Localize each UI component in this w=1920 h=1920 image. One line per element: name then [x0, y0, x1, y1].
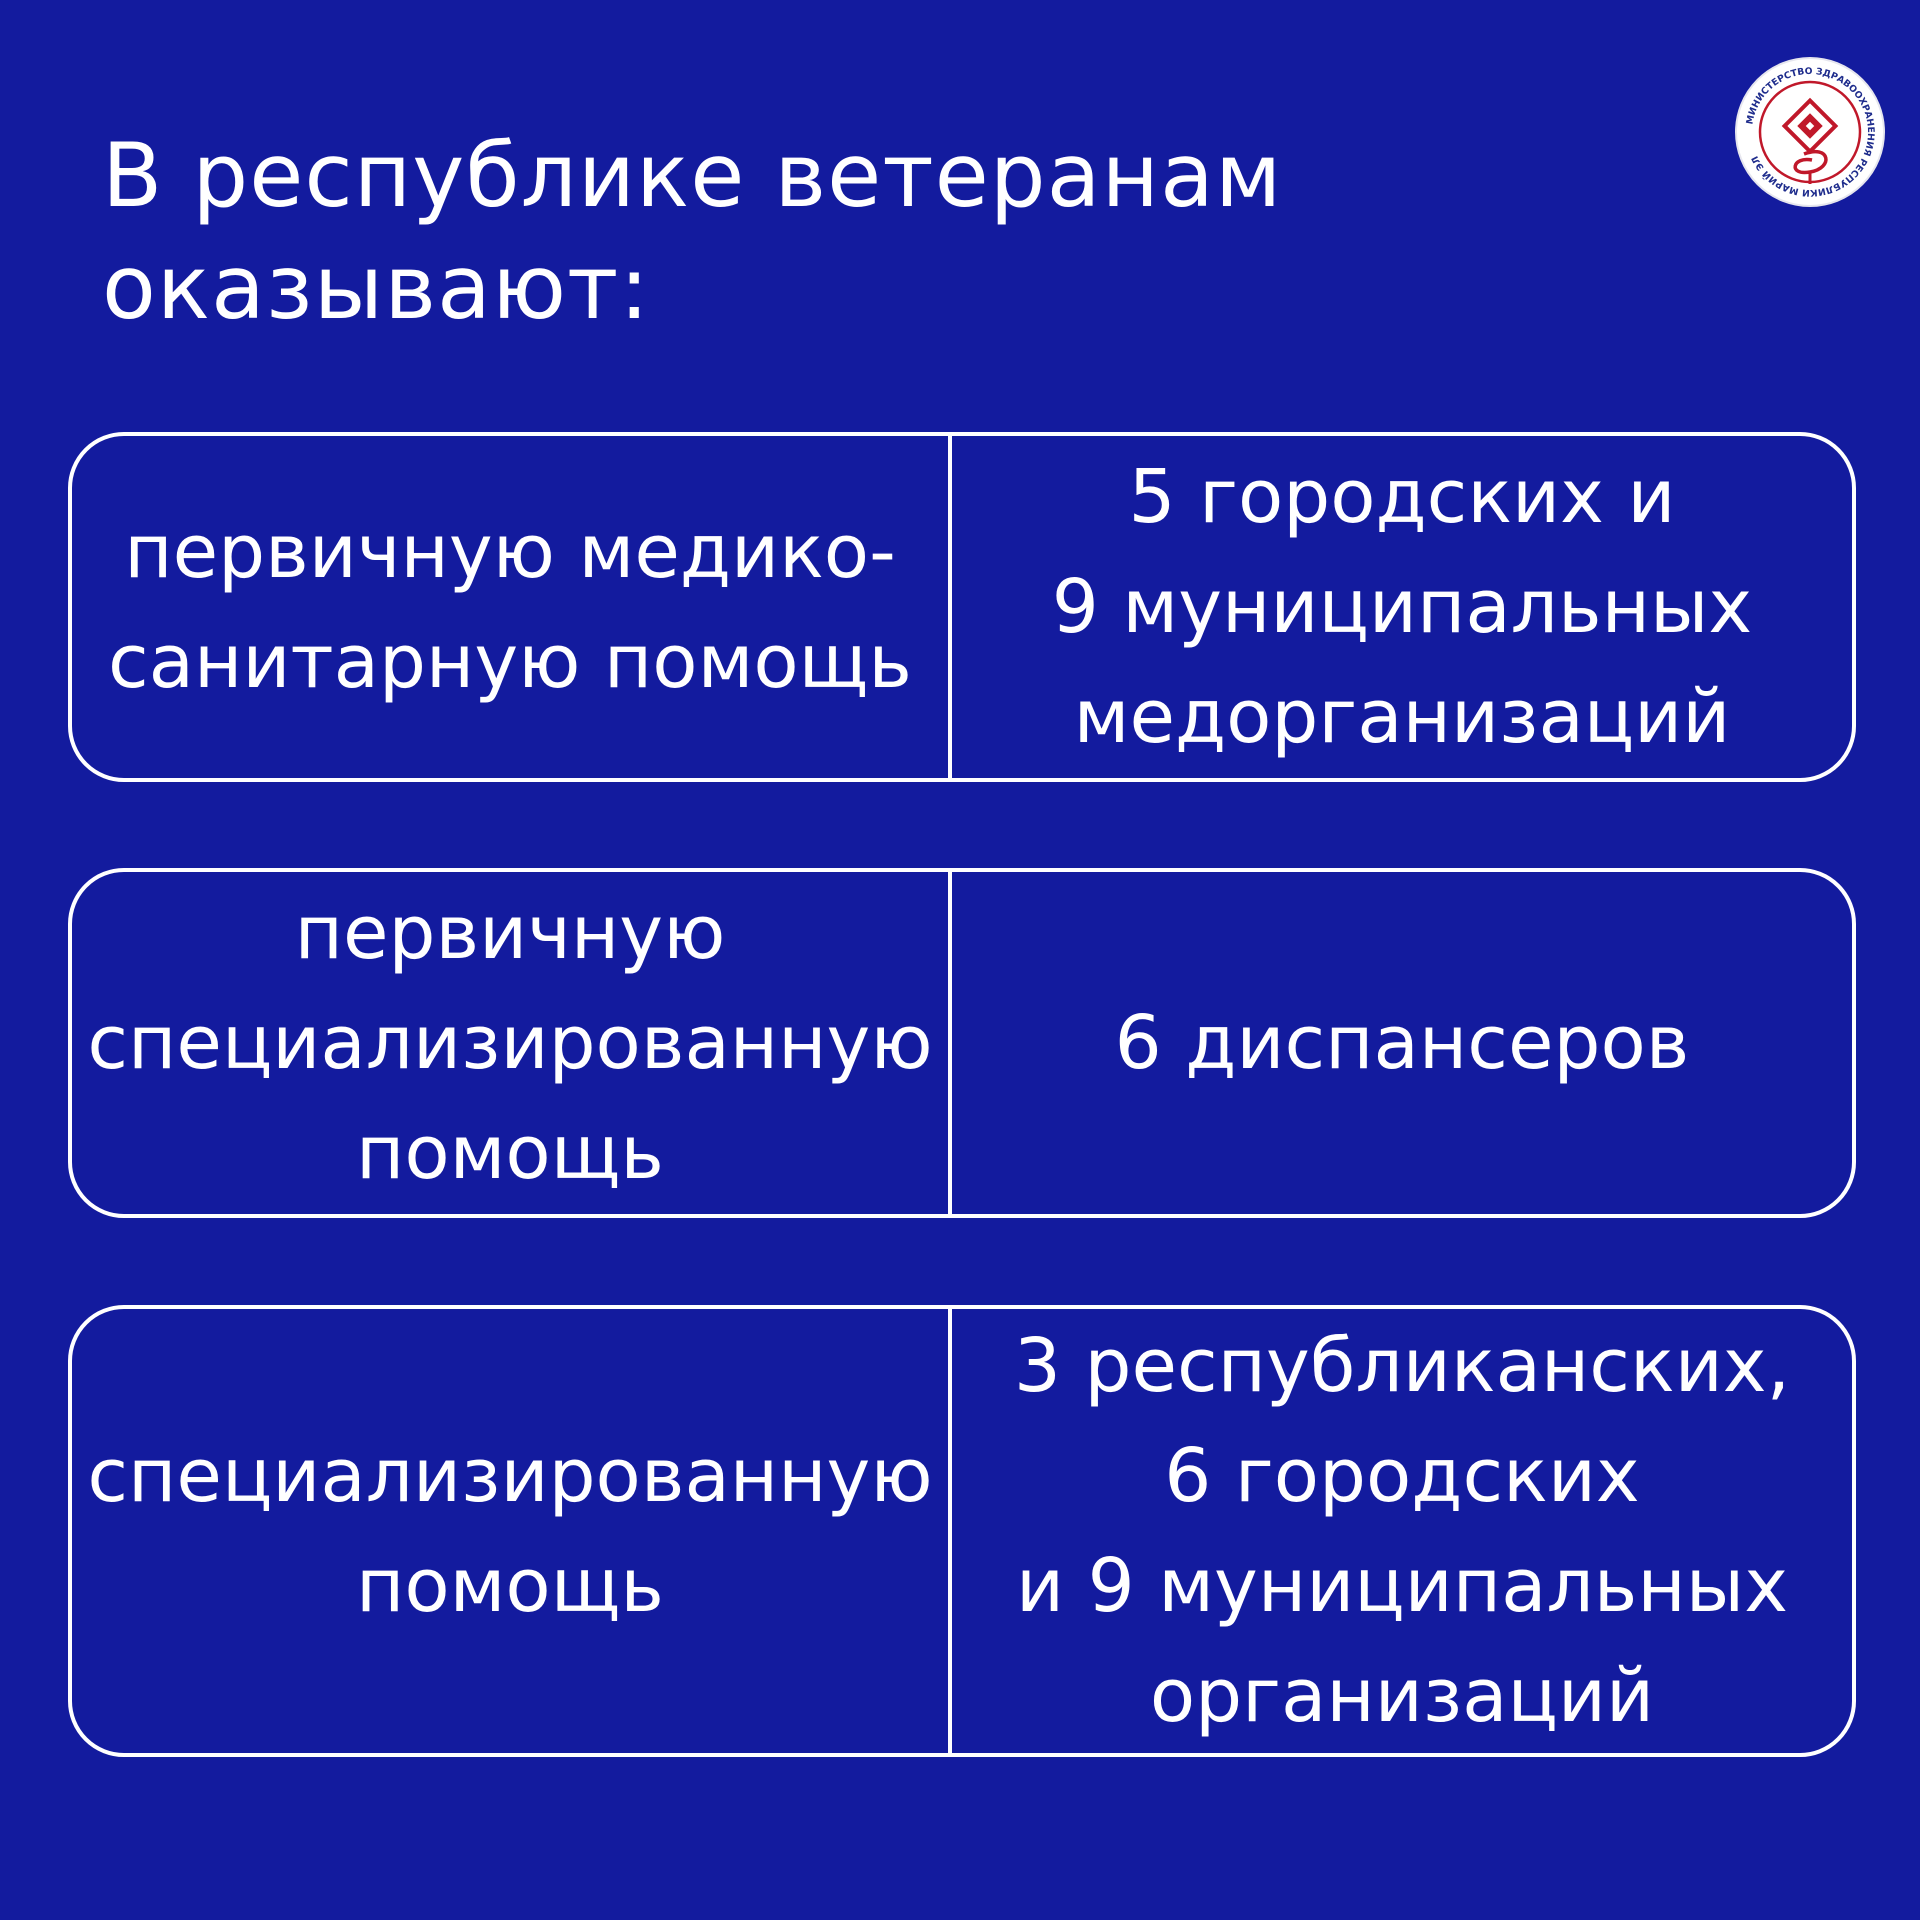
page-title-line-1: В республике ветеранам	[102, 124, 1283, 227]
organizations-cell	[952, 436, 1852, 778]
care-row-primary-health	[68, 432, 1856, 782]
organizations-line: 6 диспансеров	[1114, 1000, 1690, 1086]
care-type-line: санитарную помощь	[108, 619, 912, 705]
care-type-cell	[72, 1309, 952, 1753]
care-row-specialized	[68, 1305, 1856, 1757]
organizations-cell	[952, 1309, 1852, 1753]
care-type-line: первичную	[294, 890, 726, 976]
care-type-cell	[72, 872, 952, 1214]
care-row-primary-specialized	[68, 868, 1856, 1218]
care-type-line: помощь	[355, 1110, 665, 1196]
care-type-line: специализированную	[87, 1000, 933, 1086]
organizations-line: медорганизаций	[1073, 674, 1731, 760]
ministry-emblem-icon	[1734, 56, 1886, 208]
organizations-line: 9 муниципальных	[1051, 564, 1753, 650]
page-title	[102, 120, 1282, 344]
organizations-cell	[952, 872, 1852, 1214]
care-type-line: помощь	[355, 1543, 665, 1629]
organizations-line: организаций	[1149, 1653, 1655, 1739]
organizations-line: 3 республиканских,	[1013, 1323, 1791, 1409]
page-title-line-2: оказывают:	[102, 236, 650, 339]
care-type-line: специализированную	[87, 1433, 933, 1519]
organizations-line: 5 городских и	[1128, 454, 1676, 540]
care-type-cell	[72, 436, 952, 778]
logo-ring-text: МИНИСТЕРСТВО ЗДРАВООХРАНЕНИЯ РЕСПУБЛИКИ МАРИЙ ЭЛ	[1744, 65, 1877, 199]
care-type-line: первичную медико-	[124, 509, 896, 595]
organizations-line: и 9 муниципальных	[1015, 1543, 1788, 1629]
organizations-line: 6 городских	[1164, 1433, 1640, 1519]
